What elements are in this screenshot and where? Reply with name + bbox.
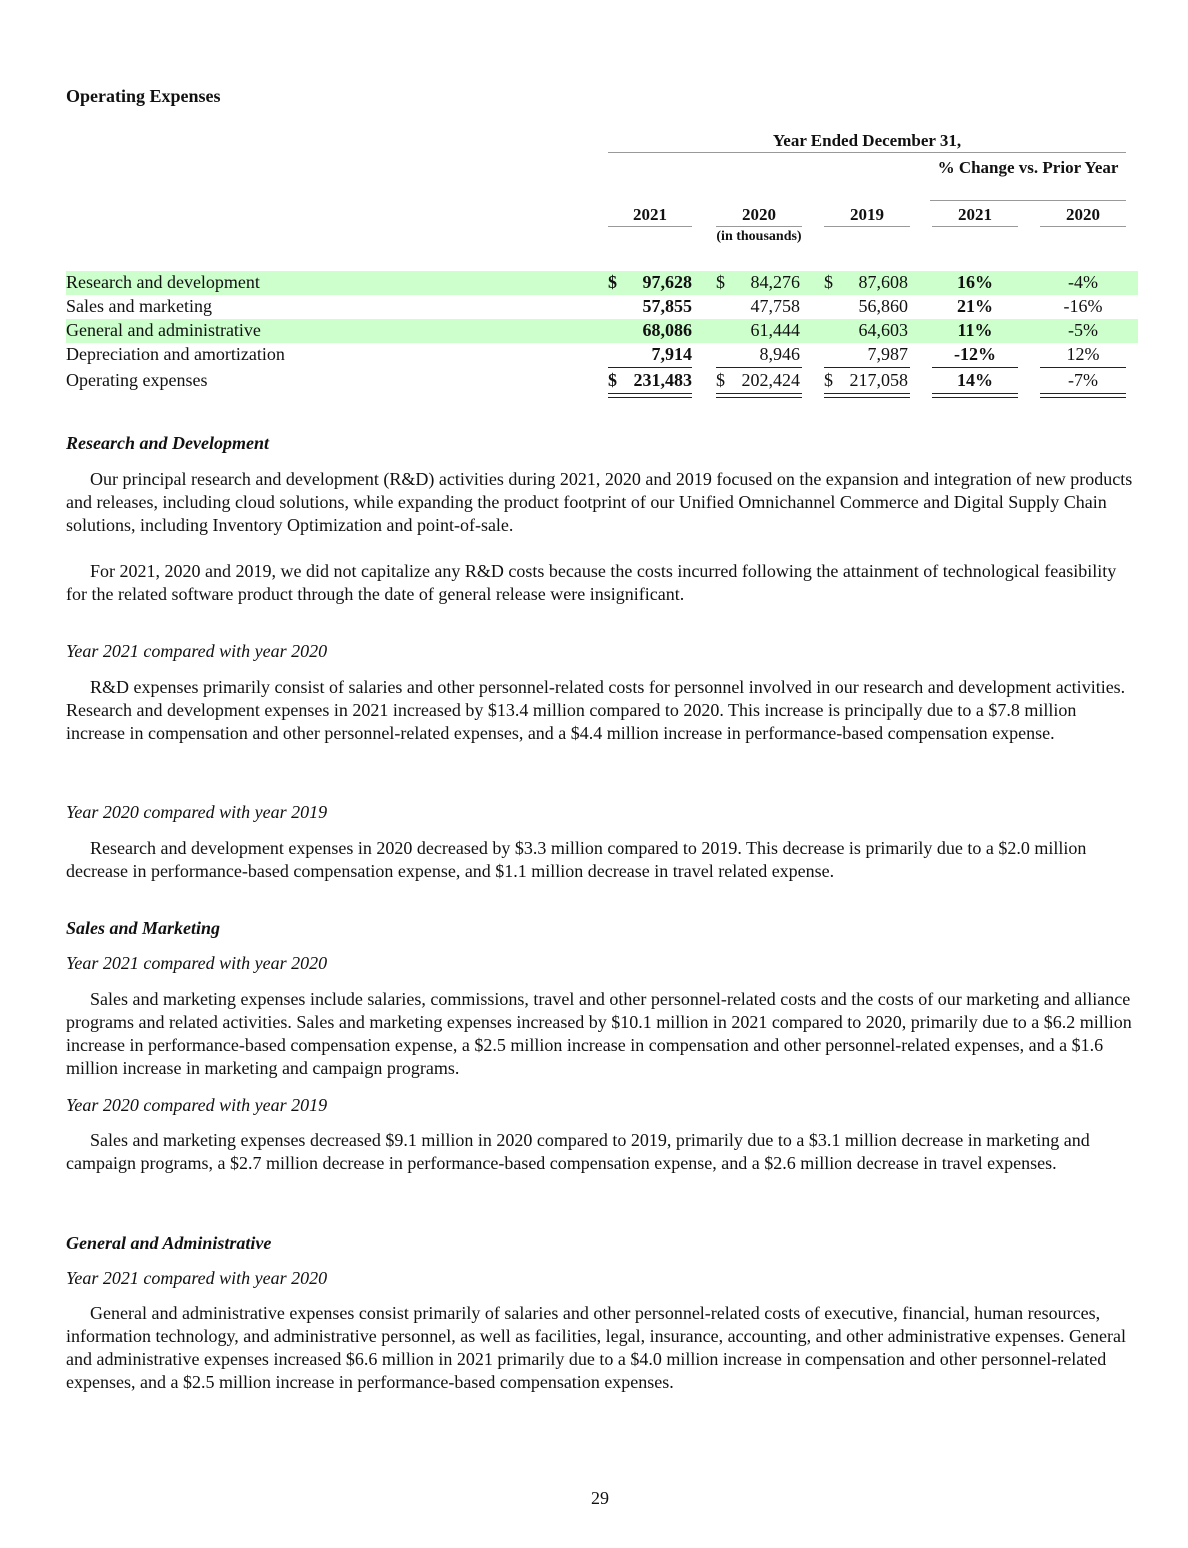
row-label-operating-expenses: Operating expenses: [66, 370, 208, 390]
cell-value: 61,444: [750, 320, 800, 340]
col-header-pct-2020: 2020: [1066, 205, 1100, 224]
paragraph: [66, 988, 1138, 1080]
cell-value: 84,276: [750, 272, 800, 292]
col-rule: [932, 226, 1018, 227]
cell-value-total: 231,483: [633, 370, 692, 390]
section-title-rd: Research and Development: [66, 433, 269, 453]
cell-value: 56,860: [858, 296, 908, 316]
subheading: Year 2021 compared with year 2020: [66, 641, 328, 661]
col-header-2019: 2019: [850, 205, 884, 224]
subtotal-rule: [824, 367, 910, 368]
subtotal-rule: [932, 367, 1018, 368]
cell-value: 97,628: [642, 272, 692, 292]
currency-symbol: $: [608, 272, 617, 292]
cell-pct: -5%: [1068, 320, 1098, 340]
paragraph: [66, 468, 1138, 537]
paragraph-text: Research and development expenses in 2020 decreased by $3.3 million compared to 2019. This decrease is primarily due to a $2.0 million decrease in performance-based compensation expense, and $1.1 million decrease in travel related expense.: [66, 838, 1087, 881]
cell-pct: -16%: [1063, 296, 1103, 316]
section-title-sm: Sales and Marketing: [66, 918, 221, 938]
pct-change-header: % Change vs. Prior Year: [937, 158, 1119, 177]
col-rule: [608, 226, 692, 227]
paragraph-text: Sales and marketing expenses include salaries, commissions, travel and other personnel-related costs and the costs of our marketing and alliance programs and related activities. Sales and marketing expenses increased by $10.1 million in 2021 compared to 2020, primarily due to a $6.2 million increase in performance-based compensation expense, a $2.5 million increase in compensation and other personnel-related expenses, and a $1.6 million increase in marketing and campaign programs.: [66, 989, 1132, 1078]
subtotal-rule: [608, 367, 692, 368]
cell-pct: 21%: [957, 296, 993, 316]
currency-symbol: $: [824, 272, 833, 292]
cell-pct-total: -7%: [1068, 370, 1098, 390]
row-label-research-development: Research and development: [66, 272, 260, 292]
paragraph: [66, 560, 1138, 606]
cell-value-total: 217,058: [849, 370, 908, 390]
cell-value: 7,914: [651, 344, 692, 364]
cell-value: 64,603: [858, 320, 908, 340]
paragraph-text: General and administrative expenses consist primarily of salaries and other personnel-related costs of executive, financial, human resources, information technology, and administrative personnel, as well as facilities, legal, insurance, accounting, and other administrative expenses. General and administrative expenses increased $6.6 million in 2021 primarily due to a $4.0 million increase in compensation and other personnel-related expenses, and a $2.5 million increase in performance-based compensation expenses.: [66, 1303, 1126, 1392]
currency-symbol: $: [824, 370, 833, 390]
cell-value: 8,946: [759, 344, 800, 364]
row-label-general-administrative: General and administrative: [66, 320, 261, 340]
currency-symbol: $: [716, 370, 725, 390]
page-number: 29: [591, 1488, 609, 1508]
total-double-rule: [716, 393, 802, 398]
col-header-2021: 2021: [633, 205, 667, 224]
pct-header-rule: [930, 200, 1126, 201]
currency-symbol: $: [716, 272, 725, 292]
total-double-rule: [932, 393, 1018, 398]
subtotal-rule: [1040, 367, 1126, 368]
col-rule: [824, 226, 910, 227]
paragraph-text: Our principal research and development (R&D) activities during 2021, 2020 and 2019 focused on the expansion and integration of new products and releases, including cloud solutions, while expanding the product footprint of our Unified Omnichannel Commerce and Digital Supply Chain solutions, including Inventory Optimization and point-of-sale.: [66, 469, 1133, 535]
cell-pct: 12%: [1066, 344, 1100, 364]
col-rule: [716, 226, 802, 227]
header-rule: [608, 152, 1126, 153]
cell-value: 47,758: [750, 296, 800, 316]
subheading: Year 2020 compared with year 2019: [66, 802, 328, 822]
row-label-sales-marketing: Sales and marketing: [66, 296, 212, 316]
cell-pct: -4%: [1068, 272, 1098, 292]
total-double-rule: [1040, 393, 1126, 398]
cell-pct-total: 14%: [957, 370, 993, 390]
row-label-depreciation-amortization: Depreciation and amortization: [66, 344, 285, 364]
cell-value: 87,608: [858, 272, 908, 292]
total-double-rule: [608, 393, 692, 398]
units-note: (in thousands): [716, 229, 802, 244]
total-double-rule: [824, 393, 910, 398]
paragraph-text: Sales and marketing expenses decreased $9.1 million in 2020 compared to 2019, primarily due to a $3.1 million decrease in marketing and campaign programs, a $2.7 million decrease in performance-based compensation expense, and a $2.6 million decrease in travel expenses.: [66, 1130, 1090, 1173]
subheading: Year 2021 compared with year 2020: [66, 953, 328, 973]
paragraph: [66, 837, 1138, 883]
table-group-header: Year Ended December 31,: [772, 131, 962, 150]
subtotal-rule: [716, 367, 802, 368]
cell-value: 7,987: [867, 344, 908, 364]
subheading: Year 2020 compared with year 2019: [66, 1095, 328, 1115]
subheading: Year 2021 compared with year 2020: [66, 1268, 328, 1288]
col-header-2020: 2020: [742, 205, 776, 224]
col-header-pct-2021: 2021: [958, 205, 992, 224]
paragraph-text: For 2021, 2020 and 2019, we did not capitalize any R&D costs because the costs incurred following the attainment of technological feasibility for the related software product through the date of general release were insignificant.: [66, 561, 1117, 604]
cell-pct: -12%: [954, 344, 996, 364]
cell-value: 68,086: [642, 320, 692, 340]
cell-pct: 16%: [957, 272, 993, 292]
paragraph: [66, 676, 1138, 745]
section-title-ga: General and Administrative: [66, 1233, 272, 1253]
paragraph-text: R&D expenses primarily consist of salaries and other personnel-related costs for personnel involved in our research and development activities. Research and development expenses in 2021 increased by $13.4 million compared to 2020. This increase is principally due to a $7.8 million increase in compensation and other personnel-related expenses, and a $4.4 million increase in performance-based compensation expense.: [66, 677, 1126, 743]
paragraph: [66, 1129, 1138, 1175]
paragraph: [66, 1302, 1138, 1394]
page-heading: Operating Expenses: [66, 86, 221, 106]
cell-value-total: 202,424: [741, 370, 800, 390]
currency-symbol: $: [608, 370, 617, 390]
cell-value: 57,855: [642, 296, 692, 316]
col-rule: [1040, 226, 1126, 227]
cell-pct: 11%: [957, 320, 993, 340]
